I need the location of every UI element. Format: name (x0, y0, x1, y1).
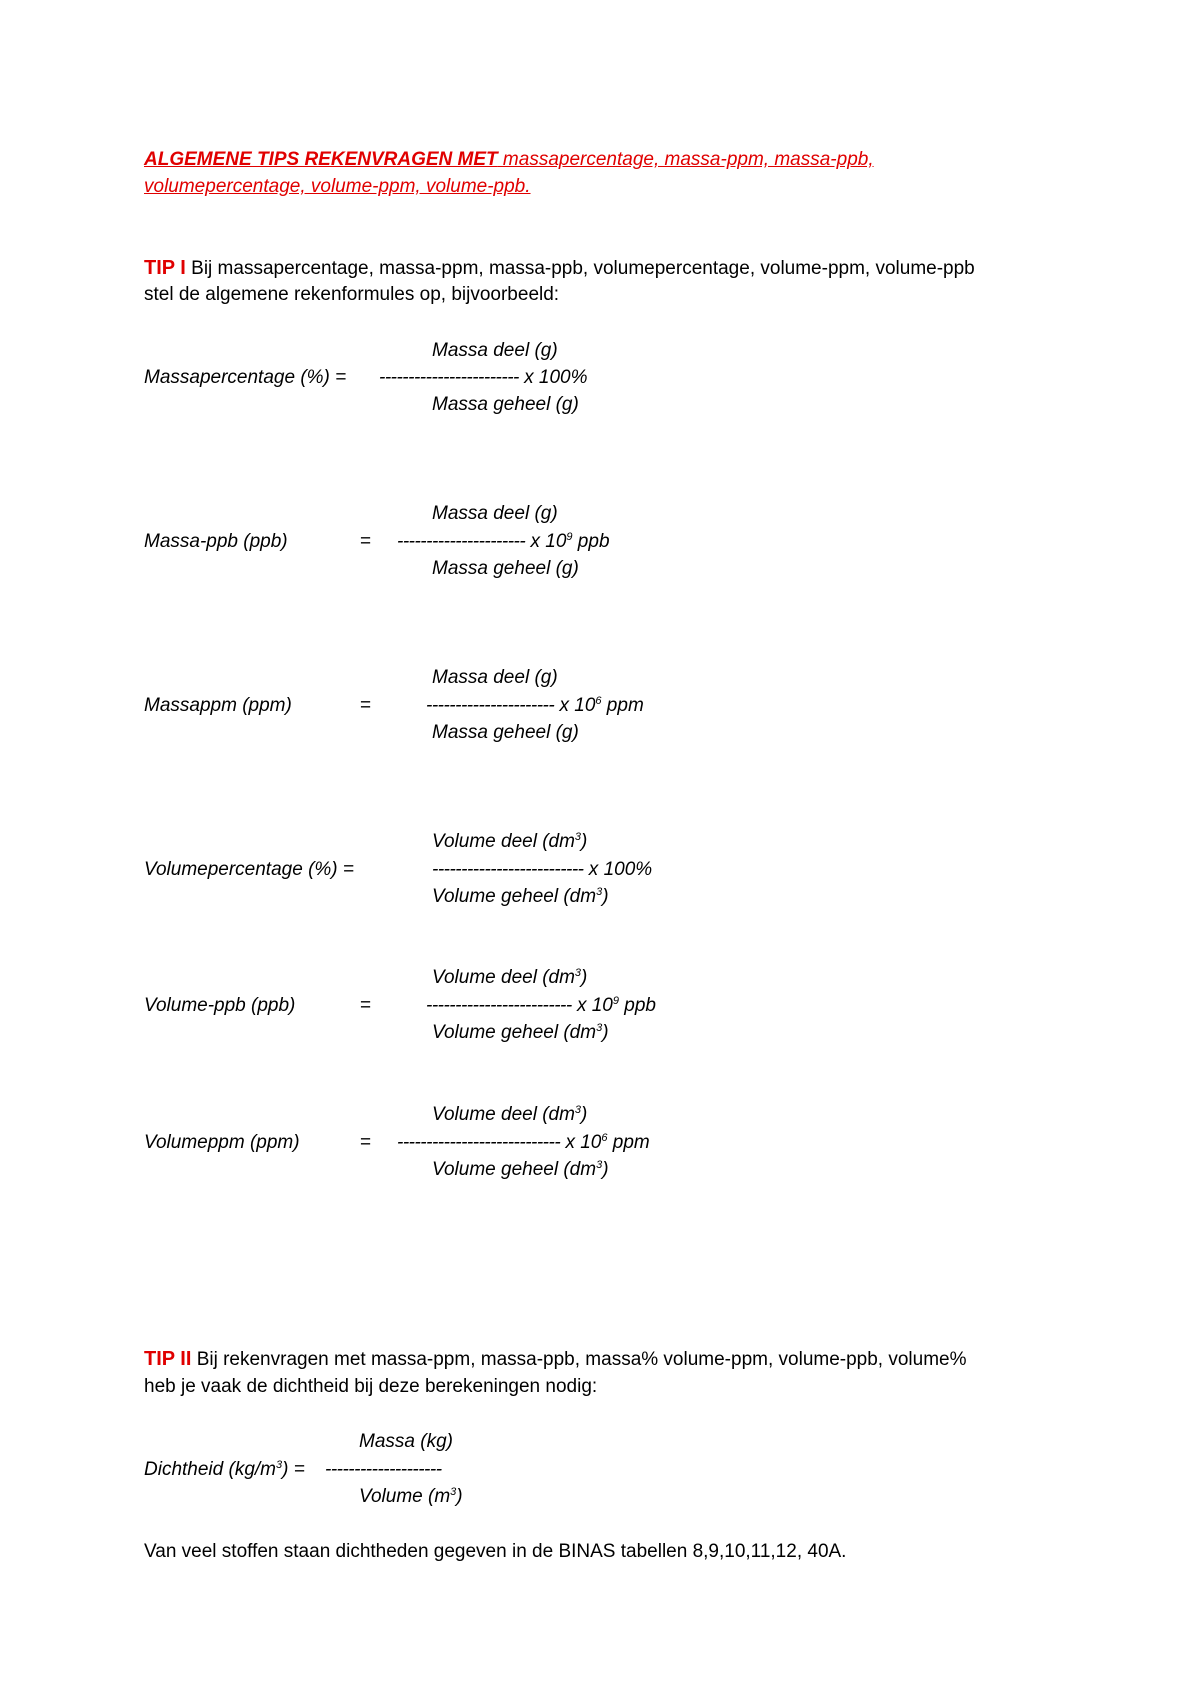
binas-note: Van veel stoffen staan dichtheden gegeven in de BINAS tabellen 8,9,10,11,12, 40A. (144, 1541, 847, 1562)
formula-5-lhs: Volume-ppb (ppb) (144, 995, 296, 1016)
tip2-paragraph-line-2: heb je vaak de dichtheid bij deze berekeningen nodig: (144, 1376, 598, 1397)
formula-6-fraction-line: ---------------------------- x $10^6$ ppm (397, 1132, 650, 1153)
formula-1-numerator: Massa deel (g) (432, 340, 558, 361)
document-title-line-1: ALGEMENE TIPS REKENVRAGEN MET massapercentage, massa-ppm, massa-ppb, (144, 149, 874, 170)
formula-1-lhs: Massapercentage (%) = (144, 367, 347, 388)
formula-2-equals: = (360, 531, 372, 552)
formula-1-fraction-line: ------------------------ x 100% (379, 367, 588, 388)
formula-6-equals: = (360, 1132, 372, 1153)
formula-3-lhs: Massappm (ppm) (144, 695, 292, 716)
formula-3-fraction-line: ---------------------- x $10^6$ ppm (426, 695, 644, 716)
formula-3-numerator: Massa deel (g) (432, 667, 558, 688)
tip2-paragraph-line-1: TIP II Bij rekenvragen met massa-ppm, massa-ppb, massa% volume-ppm, volume-ppb, volume% (144, 1348, 967, 1370)
formula-6-denominator: Volume geheel $(dm^3)$ (432, 1159, 609, 1180)
formula-6-numerator: Volume deel $(dm^3)$ (432, 1104, 588, 1125)
density-fraction-line: -------------------- (325, 1459, 442, 1480)
formula-6-lhs: Volumeppm (ppm) (144, 1132, 300, 1153)
tip1-paragraph-line-2: stel de algemene rekenformules op, bijvoorbeeld: (144, 284, 560, 305)
density-denominator: Volume $(m^3)$ (359, 1486, 463, 1507)
formula-3-denominator: Massa geheel (g) (432, 722, 579, 743)
formula-5-fraction-line: ------------------------- x $10^9$ ppb (426, 995, 656, 1016)
formula-1-denominator: Massa geheel (g) (432, 394, 579, 415)
formula-3-equals: = (360, 695, 372, 716)
formula-4-fraction-line: -------------------------- x 100% (432, 859, 653, 880)
formula-2-numerator: Massa deel (g) (432, 503, 558, 524)
formula-2-lhs: Massa-ppb (ppb) (144, 531, 288, 552)
tip1-paragraph-line-1: TIP I Bij massapercentage, massa-ppm, massa-ppb, volumepercentage, volume-ppm, volume-ppb (144, 257, 975, 279)
formula-5-denominator: Volume geheel $(dm^3)$ (432, 1022, 609, 1043)
formula-5-numerator: Volume deel $(dm^3)$ (432, 967, 588, 988)
formula-4-numerator: Volume deel $(dm^3)$ (432, 831, 588, 852)
formula-5-equals: = (360, 995, 372, 1016)
document-title-line-2: volumepercentage, volume-ppm, volume-ppb. (144, 176, 531, 197)
tip2-label: TIP II (144, 1348, 192, 1370)
density-numerator: Massa (kg) (359, 1431, 453, 1452)
formula-2-denominator: Massa geheel (g) (432, 558, 579, 579)
density-lhs: Dichtheid $(kg/m^3)$ = (144, 1459, 305, 1480)
tip1-label: TIP I (144, 257, 186, 279)
formula-4-denominator: Volume geheel $(dm^3)$ (432, 886, 609, 907)
formula-4-lhs: Volumepercentage (%) = (144, 859, 354, 880)
formula-2-fraction-line: ---------------------- x $10^9$ ppb (397, 531, 610, 552)
